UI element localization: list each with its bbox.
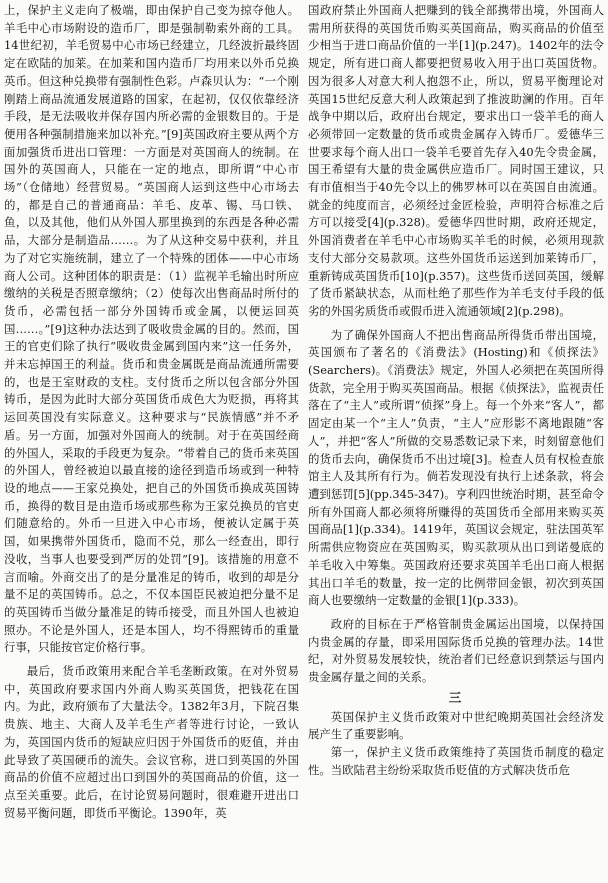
body-paragraph: 上，保护主义走向了极端，即由保护自己变为掠夺他人。羊毛中心市场附设的造币厂，即是强制勒索外商的工具。14世纪初，羊毛贸易中心市场已经建立，几经波折最终固定在欧陆的加莱。在加莱和国内造币厂均用来以外币兑换英币。但这种兑换带有强制性色彩。卢森贝认为：“一个刚刚踏上商品流通发展道路的国家，在起初，仅仅依靠经济手段，是无法吸收并保存国内所必需的金银数目的。于是便用各种强制措施来加以补充。”[9]英国政府主要从两个方面加强货币进出口管理：一方面是对英国商人的统制。在国外的英国商人，只能在一定的地点，即所谓“中心市场”（仓储地）经营贸易。“英国商人运到这些中心市场去的，都是自己的普通商品：羊毛、皮革、锡、马口铁、鱼，以及其他，他们从外国人那里换到的东西是各种必需品，大部分是制造品……。为了从这种交易中获利，并且为了对它实施统制，建立了一个特殊的团体——中心市场商人公司。这种团体的职责是：（1）监视羊毛输出时所应缴纳的关税是否照章缴纳；（2）使每次出售商品时所付的货币，必需包括一部分外国铸币或金属，以便运回英国……。”[9]这种办法达到了吸收贵金属的目的。然而，国王的官吏们除了执行“吸收贵金属到国内来”这一任务外，并未忘掉国王的利益。货币和贵金属既是商品流通所需要的，也是王室财政的支柱。支付货币之所以包含部分外国铸币，是因为此时大部分英国货币成色大为贬损，再将其运回英国没有实际意义。这种要求与“民族情感”并不矛盾。另一方面，加强对外国商人的统制。对于在英国经商的外国人，采取的手段更为复杂。“带着自己的货币来英国的外国人，曾经被迫以最直接的途径到造币场或到一种特设的地点——王家兑换处，把自己的外国货币换成英国铸币，换得的数目是由造币场或那些称为王家兑换员的官吏们随意给的。外币一旦进入中心市场，便被认定属于英国，如果携带外国货币，隐而不兑，那么一经查出，即行没收，当事人也要受到严厉的处罚”[9]。该措施的用意不言而喻。外商交出了的是分量准足的铸币，收到的却是分量不足的英国铸币。总之，不仅本国臣民被迫把分量不足的英国铸币当做分量准足的铸币接受，而且外国人也被迫照办。不论是外国人，还是本国人，均不得熙铸币的重量行事，只能按官定价格行事。 — [4, 3, 299, 655]
body-paragraph: 第一，保护主义货币政策维持了英国货币制度的稳定性。当欧陆君主纷纷采取货币贬值的方式解决货币危 — [308, 745, 604, 777]
body-paragraph: 最后，货币政策用来配合羊毛垄断政策。在对外贸易中，英国政府要求国内外商人购买英国货，把钱花在国内。为此，政府颁布了大量法令。1382年3月，下院召集贵族、地主、大商人及羊毛生产者等进行讨论，一致认为，英国国内货币的短缺应归因于外国货币的贬值，并由此导致了英国硬币的流失。会议官称，进口到英国的外国商品的价值不应超过出口到国外的英国商品的价值，这一点至关重要。此后，在讨论贸易问题时，很难避开进出口贸易平衡问题，即货币平衡论。1390年，英 — [4, 664, 299, 820]
body-paragraph: 国政府禁止外国商人把赚到的钱全部携带出境，外国商人需用所获得的英国货币购买英国商品，购买商品的价值至少相当于进口商品价值的一半[1](p.247)。1402年的法令规定，所有进口商人都要把贸易收入用于出口英国货物。因为很多人对意大利人抱怨不止，所以，贸易平衡理论对英国15世纪反意大利人政策起到了推波助澜的作用。百年战争中期以后，政府出台规定，要求出口一袋羊毛的商人必须带回一定数量的货币或贵金属存入铸币厂。爱德华三世要求每个商人出口一袋羊毛要首先存入40先令贵金属，国王希望有大量的贵金属供应造币厂。同时国王建议，只有市值相当于40先令以上的佛罗林可以在英国自由流通。就金的纯度而言，必须经过金匠检验，声明符合标准之后方可以接受[4](p.328)。爱德华四世时期，政府还规定，外国消费者在羊毛中心市场购买羊毛的时候，必须用现款支付大部分交易款项。这些外国货币运送到加莱铸币厂，重新铸成英国货币[10](p.357)。这些货币送回英国，缓解了货币紧缺状态，从而杜绝了那些作为羊毛支付手段的低劣的外国劣质货币或假币进入流通领域[2](p.298)。 — [308, 3, 604, 318]
section-heading: 三 — [448, 689, 464, 705]
right-column — [308, 2, 604, 880]
left-column — [4, 2, 299, 880]
body-paragraph: 政府的目标在于严格管制贵金属运出国境，以保持国内贵金属的存量，即采用国际货币兑换的管理办法。14世纪，对外贸易发展较快，统治者们已经意识到禁运与国内贵金属存量之间的关系。 — [308, 616, 604, 685]
body-paragraph: 英国保护主义货币政策对中世纪晚期英国社会经济发展产生了重要影响。 — [308, 709, 604, 742]
body-paragraph: 为了确保外国商人不把出售商品所得货币带出国境，英国颁布了著名的《消费法》(Hosting)和《侦探法》(Searchers)。《消费法》规定，外国人必须把在英国所得货款，完全用于购买英国商品。根据《侦探法》，监视责任落在了“主人”或所谓“侦探”身上。每一个外来“客人”，都固定由某一个“主人”负责，“主人”应形影不离地跟随“客人”，并把“客人”所做的交易悉数记录下来，时刻留意他们的货币去向，确保货币不出过境[3]。检查人员有权检查旅馆主人及其所有行为。倘若发现没有执行上述条款，将会遭到惩罚[5](pp.345-347)。亨利四世统治时期，甚至命令所有外国商人都必须将所赚得的英国货币全部用来购买英国商品[1](p.334)。1419年，英国议会规定，驻法国英军所需供应物资应在英国购买，购买款项从出口到诺曼底的羊毛收入中筹集。英国政府还要求英国羊毛出口商人根据其出口羊毛的数量，按一定的比例带回金银，初次到英国商人也要缴纳一定数量的金银[1](p.333)。 — [308, 327, 604, 608]
